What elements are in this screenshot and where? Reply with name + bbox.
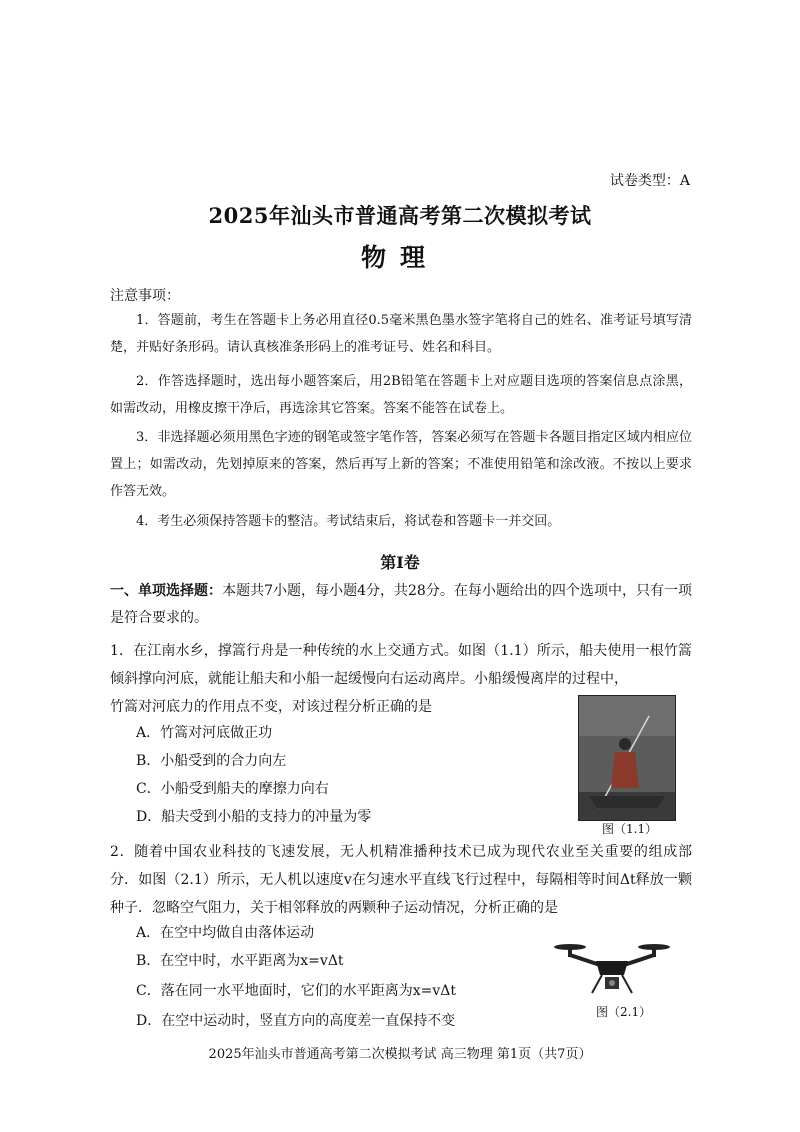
- question-2: [110, 838, 692, 922]
- option-c: C．小船受到船夫的摩擦力向右: [136, 781, 329, 797]
- figure-caption: 图（2.1）: [596, 1005, 652, 1019]
- option-b: B．小船受到的合力向左: [136, 753, 287, 769]
- notice-heading: 注意事项：: [110, 288, 180, 304]
- question-number: 2．: [110, 844, 135, 860]
- option-c: C．落在同一水平地面时，它们的水平距离为x=vΔt: [136, 983, 456, 999]
- option-b: B．在空中时，水平距离为x=vΔt: [136, 953, 344, 969]
- paper-type-label: 试卷类型：A: [609, 173, 690, 189]
- boatman-figure: [578, 695, 676, 821]
- notice-item: 1．答题前，考生在答题卡上务必用直径0.5毫米黑色墨水签字笔将自己的姓名、准考证号填写清楚，并贴好条形码。请认真核准条形码上的准考证号、姓名和科目。: [110, 313, 692, 355]
- notice-item: 2．作答选择题时，选出每小题答案后，用2B铅笔在答题卡上对应题目选项的答案信息点涂黑，如需改动，用橡皮擦干净后，再选涂其它答案。答案不能答在试卷上。: [110, 374, 692, 416]
- boatman-illustration: [579, 696, 675, 820]
- option-a: A．在空中均做自由落体运动: [136, 925, 315, 941]
- section-instructions: [110, 578, 692, 632]
- exam-title: 2025年汕头市普通高考第二次模拟考试: [208, 203, 592, 228]
- notice-item: 4．考生必须保持答题卡的整洁。考试结束后，将试卷和答题卡一并交回。: [136, 514, 561, 529]
- page-footer: 2025年汕头市普通高考第二次模拟考试 高三物理 第1页（共7页）: [208, 1047, 592, 1062]
- option-d: D．在空中运动时，竖直方向的高度差一直保持不变: [136, 1013, 456, 1029]
- figure-caption: 图（1.1）: [602, 822, 658, 836]
- question-stem-continued: 竹篙对河底力的作用点不变，对该过程分析正确的是: [110, 699, 432, 715]
- question-number: 1．: [110, 643, 134, 659]
- drone-illustration: [552, 935, 672, 1005]
- question-stem: 随着中国农业科技的飞速发展，无人机精准播种技术已成为现代农业至关重要的组成部分．如图（2.1）所示，无人机以速度v在匀速水平直线飞行过程中，每隔相等时间Δt释放一颗种子．忽略空气阻力，关于相邻释放的两颗种子运动情况，分析正确的是: [110, 844, 692, 916]
- question-stem: 在江南水乡，撑篙行舟是一种传统的水上交通方式。如图（1.1）所示，船夫使用一根竹篙倾斜撑向河底，就能让船夫和小船一起缓慢向右运动离岸。小船缓慢离岸的过程中，: [110, 643, 692, 687]
- section-text: 本题共7小题，每小题4分，共28分。在每小题给出的四个选项中，只有一项是符合要求的。: [110, 583, 692, 626]
- part-heading: 第Ⅰ卷: [380, 553, 420, 572]
- notice-item: 3．非选择题必须用黑色字迹的钢笔或签字笔作答，答案必须写在答题卡各题目指定区域内相应位置上；如需改动，先划掉原来的答案，然后再写上新的答案；不准使用铅笔和涂改液。不按以上要求作答无效。: [110, 430, 692, 499]
- option-a: A．竹篙对河底做正功: [136, 725, 273, 741]
- option-d: D．船夫受到小船的支持力的冲量为零: [136, 809, 372, 825]
- drone-figure: [552, 935, 672, 1005]
- section-label: 一、单项选择题：: [110, 583, 223, 599]
- subject-title: 物理: [360, 243, 439, 272]
